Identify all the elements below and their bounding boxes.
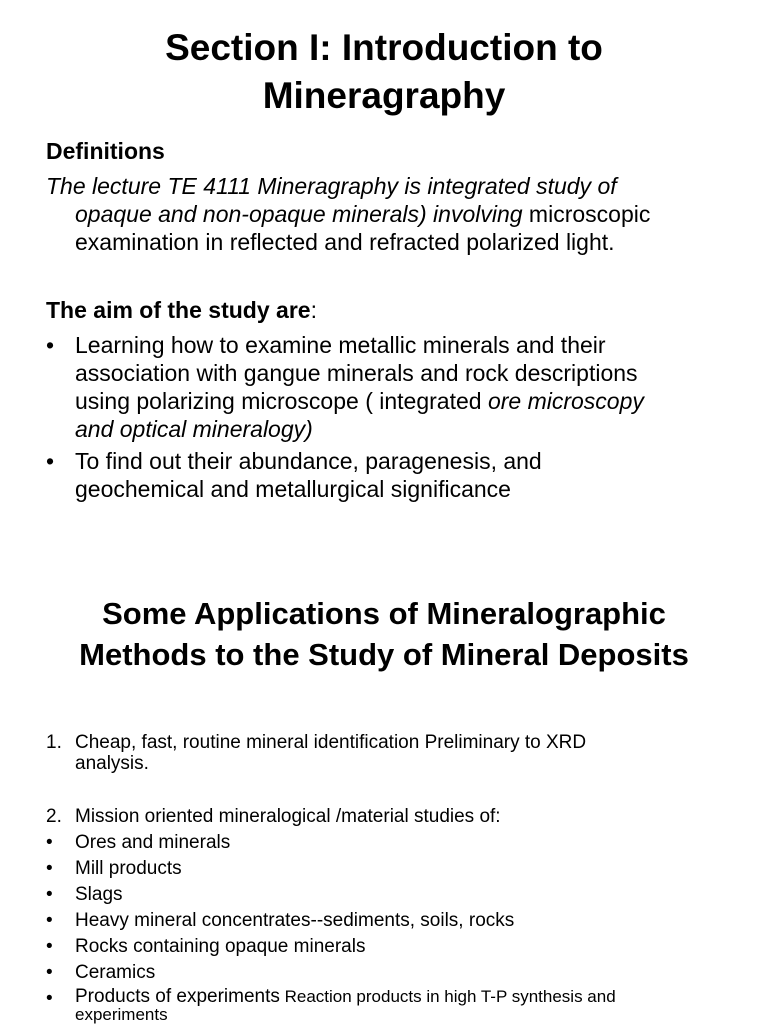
page-title-line-2: Mineragraphy [262,75,506,116]
definition-paragraph [46,172,650,256]
bullet-marker: • [46,448,55,474]
bullet-marker: • [46,332,55,358]
page-title-line-1: Section I: Introduction to [165,27,603,68]
aim-bullet-1: Learning how to examine metallic minerals and their association with gangue minerals and rock descriptions using polarizing microscope ( integrated ore microscopy and optical mineralogy) [75,332,644,442]
aim-bullet-2: To find out their abundance, paragenesis, and geochemical and metallurgical significance [75,448,542,502]
section-title-line-1: Some Applications of Mineralographic [102,596,666,631]
page-title [0,24,768,120]
list-item-number: 1. [46,732,62,753]
definition-line-1: The lecture TE 4111 Mineragraphy is integrated study of [46,173,617,199]
section-title [0,593,768,675]
definition-line-3: examination in reflected and refracted polarized light. [75,229,615,255]
list-item-1: Cheap, fast, routine mineral identification Preliminary to XRD analysis. [75,732,587,774]
definitions-heading: Definitions [46,138,165,164]
list-item-number: 2. [46,806,62,827]
list-item-2: Mission oriented mineralogical /material studies of: [75,806,501,827]
definition-line-2: opaque and non-opaque minerals) involving microscopic [75,201,651,227]
aim-heading: The aim of the study are: [46,297,317,323]
section-title-line-2: Methods to the Study of Mineral Deposits [79,637,689,672]
